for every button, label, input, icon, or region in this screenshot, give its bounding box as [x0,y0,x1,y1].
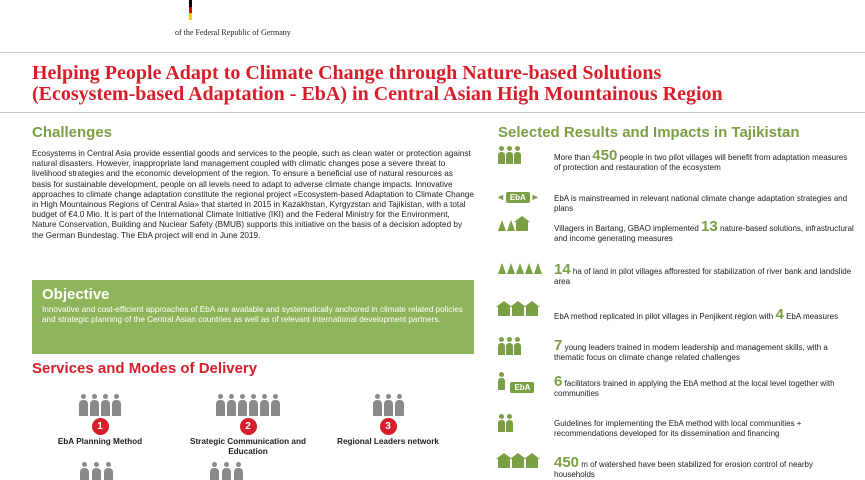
result-text: people in two pilot villages will benefit from adaptation measures of protection and restauration of the ecosystem [554,153,848,172]
result-text: Villagers in Bartang, GBAO implemented [554,224,699,233]
network-icon [318,392,458,416]
objective-box [32,280,474,354]
number-badge: 1 [92,418,109,435]
divider [0,52,865,53]
eba-tag: EbA [506,192,530,203]
german-flag-icon [189,0,192,20]
service-item-3 [318,392,458,447]
watershed-icon [498,455,548,480]
objective-heading: Objective [42,286,110,303]
chart-icon [80,462,113,480]
title-line-2: (Ecosystem-based Adaptation - EbA) in Central Asian High Mountainous Region [32,83,723,105]
service-item-2 [178,392,318,457]
challenges-text: Ecosystems in Central Asia provide essential goods and services to the people, such as clean water or protection against natural disasters. However, inappropriate land management coupled with climatic changes pose a severe threat to livelihood strategies and the economic development of the region. To ensure a beneficial use of natural resources as basis for sustainable development, people on all levels need to adapt to adverse climate change impacts. Innovative approaches to climate change adaptation constitute the regional project «Ecosystem-based Adaptation to Climate Change in High Mountainous Regions of Central Asia» that started in 2015 in Kazakhstan, Kyrgyzstan and Tajikistan, with a total budget of €4.0 Mio. It is part of the International Climate Initiative (IKI) and the Federal Ministry for the Environment, Nature Conservation, Building and Nuclear Safety (BMUB) supports this initiative on the basis of a decision adopted by the German Bundestag. The EbA project will end in June 2019. [32,149,474,240]
service-label: Strategic Communication and Education [189,437,306,456]
result-text: ha of land in pilot villages afforested for stabilization of river bank and landslide area [554,267,852,286]
divider [0,112,865,113]
result-text: young leaders trained in modern leadership and management skills, with a thematic focus on climate change related challenges [554,343,828,362]
village-icon [498,303,548,333]
result-number: 13 [701,218,718,235]
services-heading: Services and Modes of Delivery [32,360,258,377]
objective-text: Innovative and cost-efficient approaches of EbA are available and systematically anchored in climate related policies and strategic planning of the Central Asian countries as well as of relevant international development partners. [42,305,463,325]
title-line-1: Helping People Adapt to Climate Change through Nature-based Solutions [32,62,662,84]
service-label: EbA Planning Method [57,437,143,446]
facilitator-icon [498,372,548,402]
result-number: 6 [554,373,563,390]
results-heading: Selected Results and Impacts in Tajikistan [498,124,800,141]
landscape-icon [498,218,548,248]
people-icon [498,146,548,176]
result-number: 14 [554,261,571,278]
eba-tag: EbA [510,382,534,393]
result-number: 450 [554,454,580,471]
group-icon [30,392,170,416]
result-text: EbA is mainstreamed in relevant national climate change adaptation strategies and plans [554,194,848,213]
result-text: More than [554,153,591,162]
result-text: EbA measures [786,312,839,321]
result-number: 450 [592,147,618,164]
forest-icon [498,261,548,291]
header [0,0,865,52]
result-text: EbA method replicated in pilot villages in Penjikent region with [554,312,774,321]
ministry-line: of the Federal Republic of Germany [175,28,291,37]
eba-arrows-icon: ◂ EbA ▸ [498,192,538,203]
result-text: m of watershed have been stabilized for erosion control of nearby households [554,460,813,479]
result-text: Guidelines for implementing the EbA method with local communities + recommendations developed for its dissemination and financing [554,419,802,438]
result-text: facilitators trained in applying the EbA method at the local level together with communities [554,379,835,398]
result-number: 7 [554,337,563,354]
audience-icon [178,392,318,416]
service-item-1 [30,392,170,447]
service-label: Regional Leaders network [337,437,439,446]
group-icon [210,462,243,480]
result-text: nature-based solutions, infrastructural and income generating measures [554,224,854,243]
number-badge: 3 [380,418,397,435]
number-badge: 2 [240,418,257,435]
training-icon [498,337,548,367]
page-title [32,63,852,105]
challenges-heading: Challenges [32,124,113,141]
guidelines-icon [498,414,548,444]
result-number: 4 [775,306,784,323]
